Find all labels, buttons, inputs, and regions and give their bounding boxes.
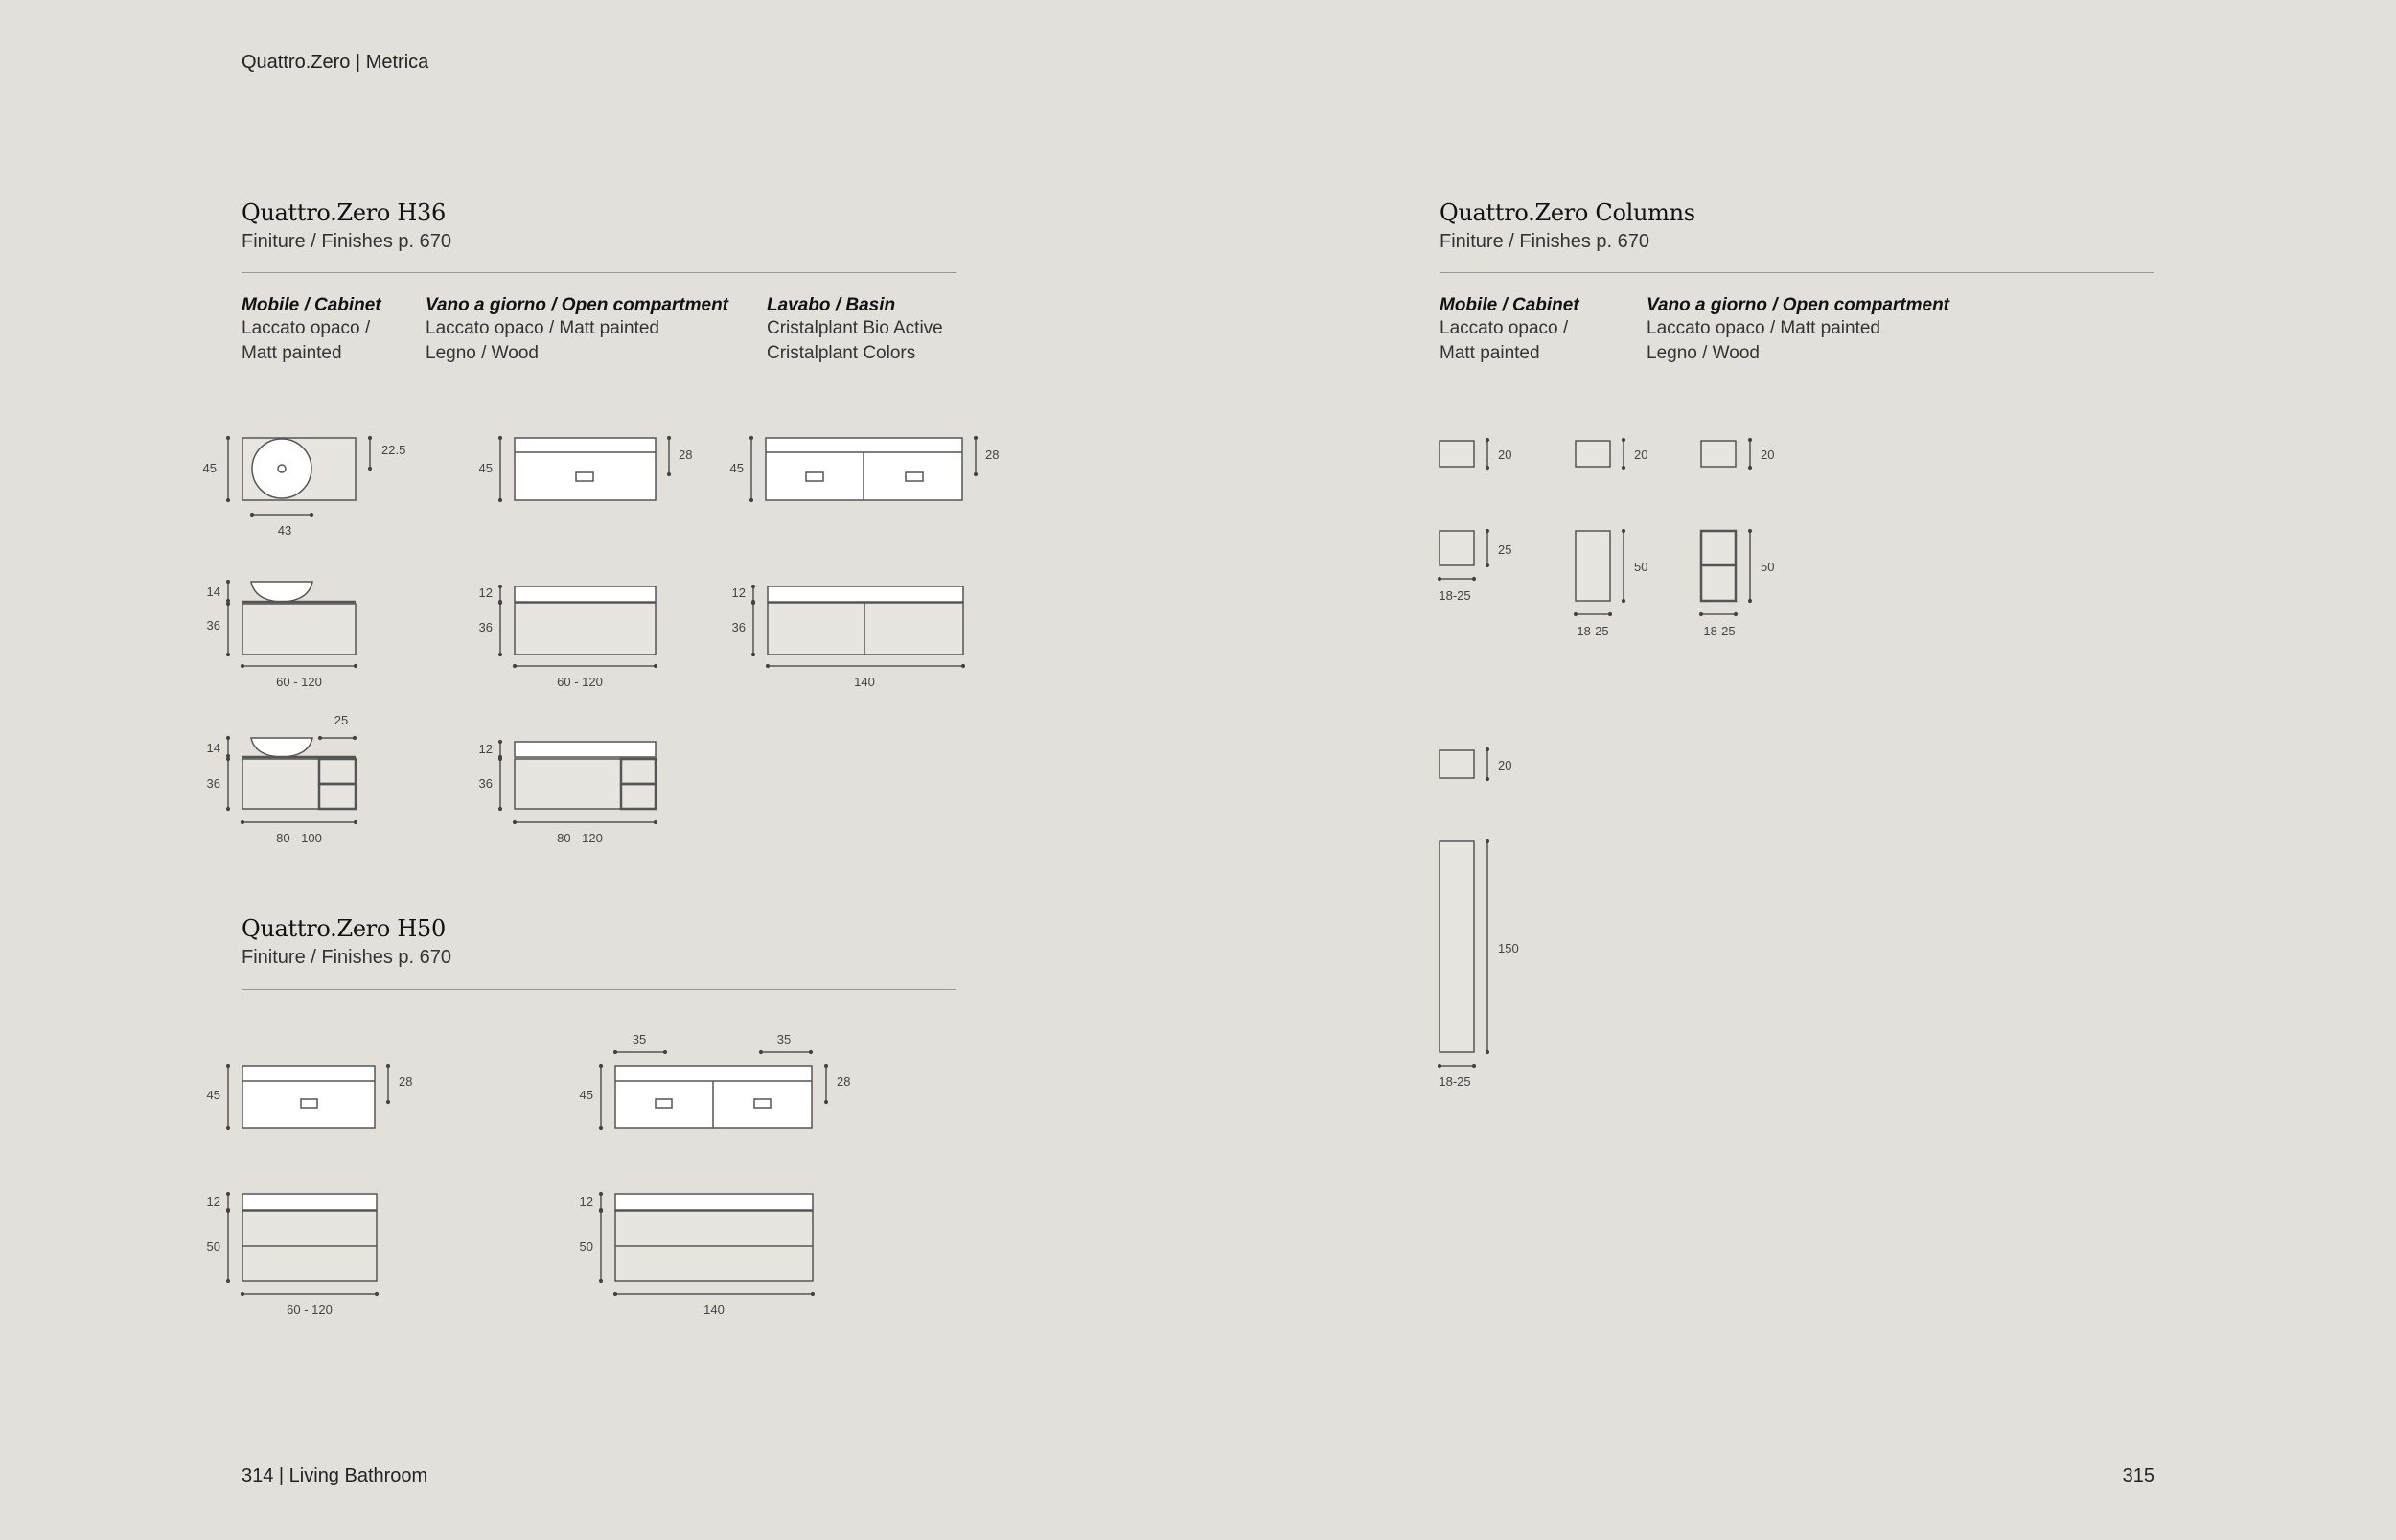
columns-col-cabinet-line2: Matt painted — [1440, 343, 1540, 363]
h50-single-drawer-cabinet — [242, 1066, 375, 1128]
h50-top-cabinet — [242, 1194, 377, 1281]
dim-label: 50 — [1761, 560, 1775, 574]
h36-col-open-line1: Laccato opaco / Matt painted — [426, 318, 659, 338]
columns-finishes: Finiture / Finishes p. 670 — [1440, 231, 1649, 252]
columns-col-open-line2: Legno / Wood — [1647, 343, 1760, 363]
column-r1a — [1440, 441, 1474, 467]
dim-label: 25 — [334, 713, 349, 727]
column-r2c-open — [1701, 531, 1736, 601]
h36-col-basin-heading: Lavabo / Basin — [767, 295, 896, 315]
dim-label: 50 — [579, 1239, 593, 1253]
dim-label: 12 — [206, 1194, 220, 1208]
h36-top-cabinet — [515, 586, 656, 655]
page-number-right: 315 — [2122, 1465, 2154, 1486]
h36-double-drawer-cabinet — [766, 438, 962, 500]
dim-label: 36 — [478, 620, 493, 634]
dim-label: 25 — [1498, 542, 1512, 557]
dim-label: 140 — [854, 675, 875, 689]
dim-label: 18-25 — [1439, 588, 1471, 603]
column-r3 — [1440, 750, 1474, 778]
h36-finishes: Finiture / Finishes p. 670 — [242, 231, 451, 252]
dim-label: 60 - 120 — [276, 675, 322, 689]
dim-label: 36 — [206, 776, 220, 791]
dim-label: 45 — [579, 1088, 593, 1102]
dim-label: 35 — [776, 1032, 792, 1046]
dim-label: 36 — [206, 618, 220, 632]
dim-label: 22.5 — [381, 443, 406, 457]
columns-col-cabinet-heading: Mobile / Cabinet — [1440, 295, 1579, 315]
dim-label: 45 — [202, 461, 217, 475]
dim-label: 18-25 — [1439, 1074, 1471, 1089]
h36-basin-top-view — [242, 438, 356, 500]
columns-title: Quattro.Zero Columns — [1440, 199, 1695, 226]
dim-label: 43 — [277, 523, 292, 538]
dim-label: 60 - 120 — [557, 675, 603, 689]
dim-label: 45 — [206, 1088, 220, 1102]
column-r4-tall — [1440, 841, 1474, 1052]
h36-col-open-heading: Vano a giorno / Open compartment — [426, 295, 728, 315]
dim-label: 12 — [478, 742, 493, 756]
dim-label: 36 — [731, 620, 746, 634]
column-r1c — [1701, 441, 1736, 467]
h36-col-open-line2: Legno / Wood — [426, 343, 539, 363]
dim-label: 20 — [1498, 758, 1512, 772]
column-r2b — [1576, 531, 1610, 601]
h36-col-cabinet-heading: Mobile / Cabinet — [242, 295, 381, 315]
dim-label: 150 — [1498, 941, 1519, 955]
dim-label: 45 — [729, 461, 744, 475]
dim-label: 12 — [731, 586, 746, 600]
dim-label: 28 — [679, 448, 693, 462]
h36-top-cabinet-open-compartment — [515, 742, 656, 809]
footer-left: 314 | Living Bathroom — [242, 1465, 428, 1486]
column-r2a — [1440, 531, 1474, 565]
dim-label: 14 — [206, 585, 220, 599]
columns-col-open-line1: Laccato opaco / Matt painted — [1647, 318, 1880, 338]
dim-label: 50 — [1634, 560, 1648, 574]
h36-bowl-cabinet-open-compartment — [242, 738, 356, 809]
h50-title: Quattro.Zero H50 — [242, 915, 446, 942]
dim-label: 20 — [1634, 448, 1648, 462]
column-r1b — [1576, 441, 1610, 467]
h36-col-basin-line2: Cristalplant Colors — [767, 343, 916, 363]
h36-single-drawer-cabinet — [515, 438, 656, 500]
h50-double-drawer-cabinet — [615, 1066, 812, 1128]
dim-label: 20 — [1498, 448, 1512, 462]
h36-bowl-cabinet — [242, 582, 356, 655]
dim-label: 18-25 — [1577, 624, 1609, 638]
h50-wide-top-cabinet — [615, 1194, 813, 1281]
h36-col-cabinet-line1: Laccato opaco / — [242, 318, 371, 338]
h36-wide-top-cabinet — [768, 586, 963, 655]
dim-label: 28 — [837, 1074, 851, 1089]
dim-label: 45 — [478, 461, 493, 475]
dim-label: 35 — [632, 1032, 647, 1046]
h36-title: Quattro.Zero H36 — [242, 199, 446, 226]
dim-label: 20 — [1761, 448, 1775, 462]
dim-label: 80 - 100 — [276, 831, 322, 845]
dim-label: 36 — [478, 776, 493, 791]
dim-label: 80 - 120 — [557, 831, 603, 845]
h36-col-cabinet-line2: Matt painted — [242, 343, 342, 363]
columns-col-open-heading: Vano a giorno / Open compartment — [1647, 295, 1949, 315]
dim-label: 28 — [399, 1074, 413, 1089]
dim-label: 60 - 120 — [287, 1302, 333, 1317]
h50-finishes: Finiture / Finishes p. 670 — [242, 947, 451, 968]
dim-label: 28 — [985, 448, 1000, 462]
dim-label: 12 — [478, 586, 493, 600]
columns-col-cabinet-line1: Laccato opaco / — [1440, 318, 1569, 338]
dim-label: 14 — [206, 741, 220, 755]
running-header: Quattro.Zero | Metrica — [242, 52, 429, 73]
dim-label: 140 — [703, 1302, 725, 1317]
dim-label: 12 — [579, 1194, 593, 1208]
h36-col-basin-line1: Cristalplant Bio Active — [767, 318, 943, 338]
dim-label: 18-25 — [1703, 624, 1736, 638]
dim-label: 50 — [206, 1239, 220, 1253]
